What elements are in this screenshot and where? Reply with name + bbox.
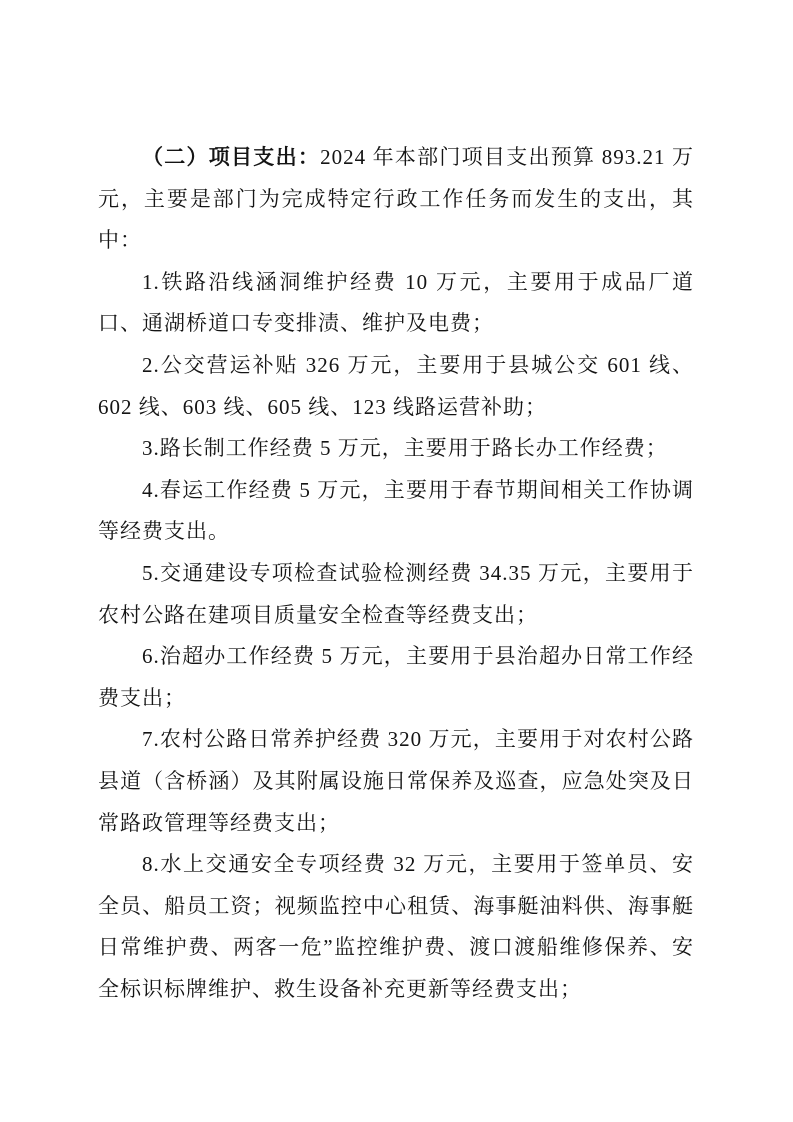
paragraph-item-2-bus-subsidy — [98, 345, 694, 428]
paragraph-item-8-water-traffic-safety — [98, 844, 694, 1010]
paragraph-item-6-overload-control — [98, 636, 694, 719]
paragraph-item-1-railway-culvert — [98, 262, 694, 345]
paragraph-text: 4.春运工作经费 5 万元，主要用于春节期间相关工作协调等经费支出。 — [98, 477, 694, 544]
paragraph-item-7-rural-road-maintenance — [98, 719, 694, 844]
paragraph-text: 1.铁路沿线涵洞维护经费 10 万元，主要用于成品厂道口、通湖桥道口专变排渍、维护及电费； — [98, 269, 694, 336]
paragraph-text: 2.公交营运补贴 326 万元，主要用于县城公交 601 线、602 线、603 线、605 线、123 线路运营补助； — [98, 352, 694, 419]
paragraph-item-5-inspection-testing — [98, 553, 694, 636]
paragraph-lead-bold: （二）项目支出： — [142, 145, 321, 169]
paragraph-item-4-spring-festival-transport — [98, 470, 694, 553]
paragraph-text: 8.水上交通安全专项经费 32 万元，主要用于签单员、安全员、船员工资；视频监控中心租赁、海事艇油料供、海事艇日常维护费、两客一危”监控维护费、渡口渡船维修保养、安全标识标牌维护、救生设备补充更新等经费支出； — [98, 852, 694, 1001]
document-body — [98, 137, 694, 1010]
paragraph-text: 6.治超办工作经费 5 万元，主要用于县治超办日常工作经费支出； — [98, 644, 694, 710]
paragraph-project-expenditure-intro — [98, 137, 694, 262]
paragraph-text: 5.交通建设专项检查试验检测经费 34.35 万元，主要用于农村公路在建项目质量安全检查等经费支出； — [98, 560, 694, 627]
paragraph-text: 7.农村公路日常养护经费 320 万元，主要用于对农村公路县道（含桥涵）及其附属设施日常保养及巡查，应急处突及日常路政管理等经费支出； — [98, 727, 694, 835]
paragraph-text: 2024 年本部门项目支出预算 893.21 万元，主要是部门为完成特定行政工作任务而发生的支出，其中： — [98, 145, 695, 253]
paragraph-item-3-road-chief — [98, 428, 694, 470]
paragraph-text: 3.路长制工作经费 5 万元，主要用于路长办工作经费； — [142, 436, 668, 461]
